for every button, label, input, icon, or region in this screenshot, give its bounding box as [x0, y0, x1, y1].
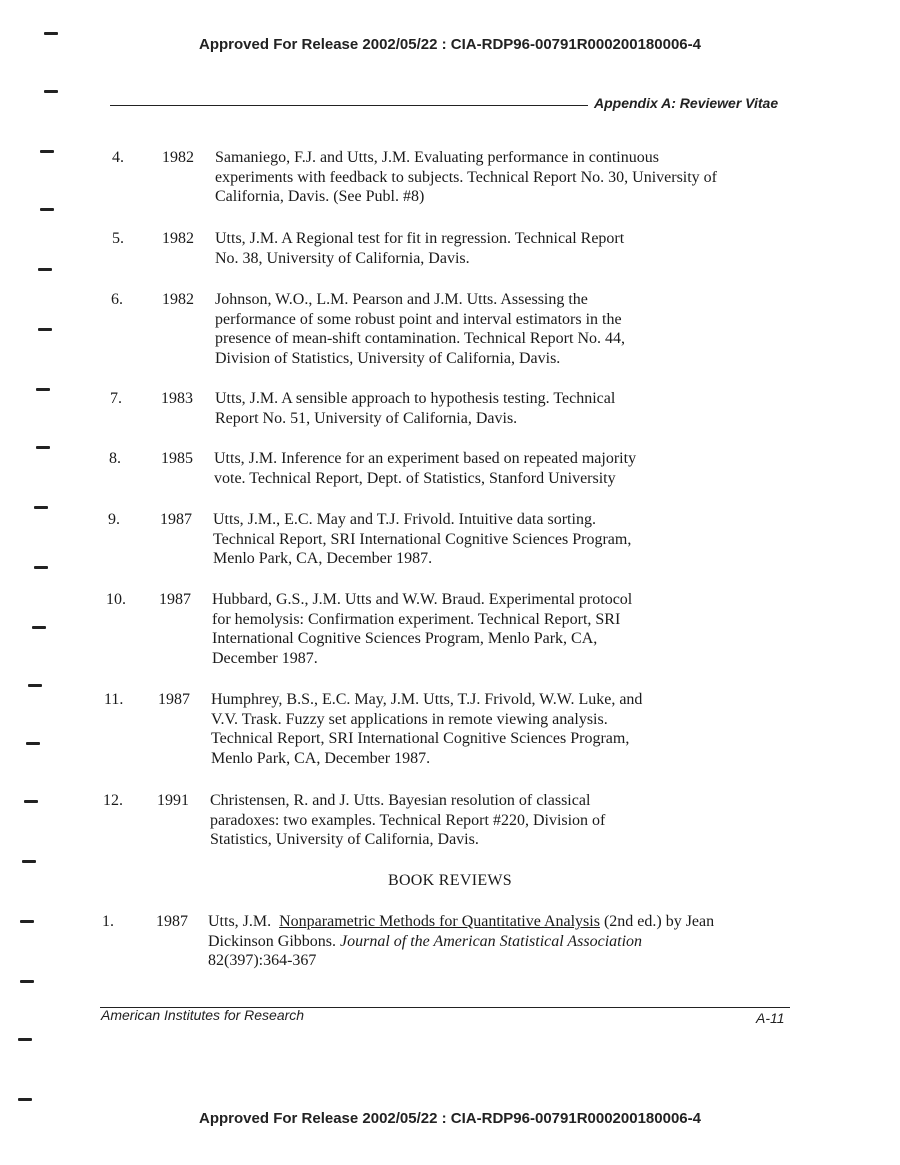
entry-number: 5. [112, 230, 124, 247]
entry-year: 1982 [162, 230, 194, 247]
entry-year: 1982 [162, 291, 194, 308]
entry-text: Utts, J.M., E.C. May and T.J. Frivold. Intuitive data sorting. Technical Report, SRI International Cognitive Sciences Program, Menlo Park, CA, December 1987. [213, 511, 632, 567]
page-number: A-11 [756, 1010, 785, 1026]
entry-number: 10. [106, 591, 126, 608]
release-header: Approved For Release 2002/05/22 : CIA-RDP96-00791R000200180006-4 [199, 36, 701, 53]
header-rule [110, 105, 588, 106]
appendix-title: Appendix A: Reviewer Vitae [594, 95, 779, 111]
review-edition: (2nd ed.) by Jean [599, 913, 715, 930]
entry-number: 11. [104, 691, 124, 708]
entry-text: Johnson, W.O., L.M. Pearson and J.M. Utts. Assessing the performance of some robust point and interval estimators in the presence of mean-shift contamination. Technical Report No. 44, Division of Statistics, University of California, Davis. [215, 291, 626, 367]
entry-text: Utts, J.M. A Regional test for fit in regression. Technical Report No. 38, University of California, Davis. [215, 230, 625, 267]
entry-number: 4. [112, 149, 124, 166]
entry-text: Hubbard, G.S., J.M. Utts and W.W. Braud. Experimental protocol for hemolysis: Confirmation experiment. Technical Report, SRI International Cognitive Sciences Program, Menlo Park, CA, December 1987. [212, 591, 633, 667]
review-line2: Dickinson Gibbons. [208, 932, 340, 950]
entry-number: 6. [111, 291, 123, 308]
book-reviews-heading: BOOK REVIEWS [387, 872, 513, 889]
entry-text: Utts, J.M. Inference for an experiment based on repeated majority vote. Technical Report, Dept. of Statistics, Stanford University [214, 450, 637, 487]
journal-name: Journal of the American Statistical Association [340, 932, 643, 950]
entry-year: 1985 [161, 450, 193, 467]
entry-year: 1983 [161, 390, 193, 407]
entry-year: 1982 [162, 149, 194, 166]
entry-text: Utts, J.M. A sensible approach to hypothesis testing. Technical Report No. 51, University of California, Davis. [215, 390, 616, 427]
entry-number: 1. [102, 913, 114, 930]
entry-year: 1991 [157, 792, 189, 809]
review-author: Utts, J.M. [208, 913, 272, 930]
entry-year: 1987 [159, 591, 191, 608]
entry-text: Samaniego, F.J. and Utts, J.M. Evaluating performance in continuous experiments with feedback to subjects. Technical Report No. 30, University of California, Davis. (See Publ. #8) [215, 149, 718, 205]
entry-year: 1987 [158, 691, 190, 708]
entry-number: 12. [103, 792, 123, 809]
footer-organization: American Institutes for Research [101, 1007, 305, 1023]
entry-number: 8. [109, 450, 121, 467]
entry-number: 7. [110, 390, 122, 407]
entry-text: Christensen, R. and J. Utts. Bayesian resolution of classical paradoxes: two examples. Technical Report #220, Division of Statistics, University of California, Davis. [210, 792, 606, 848]
book-title: Nonparametric Methods for Quantitative Analysis [279, 913, 600, 930]
review-citation: 82(397):364-367 [208, 952, 317, 969]
entry-number: 9. [108, 511, 120, 528]
release-footer: Approved For Release 2002/05/22 : CIA-RDP96-00791R000200180006-4 [199, 1110, 701, 1127]
entry-year: 1987 [160, 511, 192, 528]
entry-text [208, 912, 808, 971]
entry-year: 1987 [156, 913, 188, 930]
entry-text: Humphrey, B.S., E.C. May, J.M. Utts, T.J. Frivold, W.W. Luke, and V.V. Trask. Fuzzy set applications in remote viewing analysis. Technical Report, SRI International Cognitive Sciences Program, Menlo Park, CA, December 1987. [211, 691, 643, 767]
